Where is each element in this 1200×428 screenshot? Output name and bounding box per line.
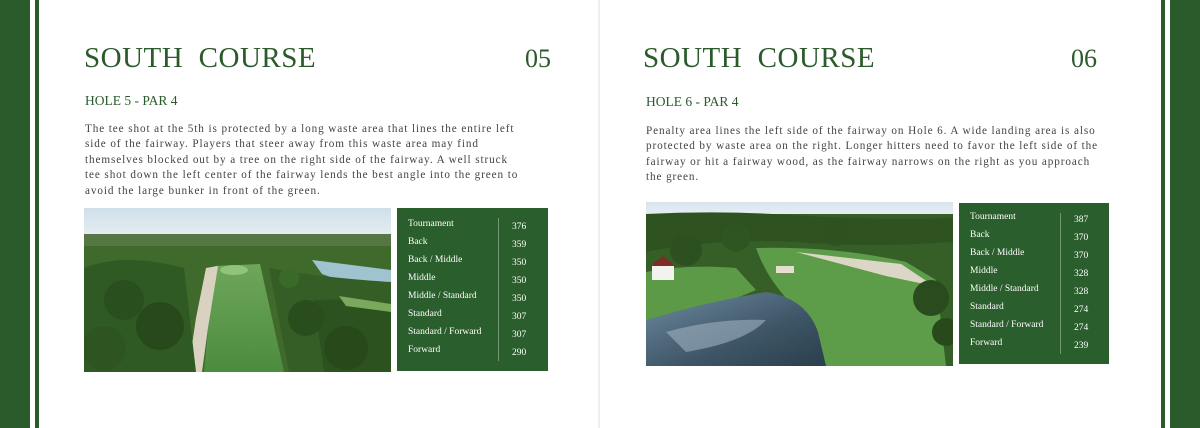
- tee-name: Forward: [408, 345, 441, 355]
- yardage-row: [959, 248, 1109, 266]
- yardage-row: [959, 230, 1109, 248]
- tee-name: Back: [408, 237, 428, 247]
- tee-yards: 274: [1074, 323, 1089, 333]
- tee-name: Standard / Forward: [970, 320, 1044, 330]
- tee-name: Middle / Standard: [408, 291, 477, 301]
- tee-yards: 359: [512, 240, 527, 250]
- tee-name: Back / Middle: [408, 255, 463, 265]
- hole-description: Penalty area lines the left side of the fairway on Hole 6. A wide landing area is also protected by waste area on the right. Longer hitters need to favor the left side of the fairway or hit a fairway wood, as the fairway narrows on the right as you approach the green.: [646, 125, 1099, 184]
- tee-yards: 387: [1074, 215, 1089, 225]
- tee-yards: 350: [512, 258, 527, 268]
- yardage-row: [959, 320, 1109, 338]
- tee-yards: 350: [512, 294, 527, 304]
- page-title: SOUTH COURSE: [84, 42, 317, 74]
- tee-name: Tournament: [408, 219, 454, 229]
- hole-description: The tee shot at the 5th is protected by a long waste area that lines the entire left side of the fairway. Players that steer away from this waste area may find themselves blocked out by a tree on the right side of the fairway. A well struck tee shot down the left center of the fairway lends the best angle into the green to avoid the large bunker in front of the green.: [85, 123, 519, 197]
- tee-name: Standard / Forward: [408, 327, 482, 337]
- hole-heading: HOLE 5 - PAR 4: [85, 93, 178, 108]
- page-title: SOUTH COURSE: [643, 42, 876, 74]
- tee-yards: 307: [512, 330, 527, 340]
- tee-name: Middle: [970, 266, 998, 276]
- yardage-table: [959, 203, 1109, 364]
- hole-heading: HOLE 6 - PAR 4: [646, 94, 739, 109]
- tee-yards: 370: [1074, 251, 1089, 261]
- tee-yards: 274: [1074, 305, 1089, 315]
- hole-6-aerial-photo: [646, 202, 953, 366]
- tee-name: Standard: [408, 309, 442, 319]
- tee-name: Middle / Standard: [970, 284, 1039, 294]
- tee-name: Middle: [408, 273, 436, 283]
- tee-name: Forward: [970, 338, 1003, 348]
- tee-name: Back: [970, 230, 990, 240]
- tee-name: Tournament: [970, 212, 1016, 222]
- yardage-row: [959, 212, 1109, 230]
- yardage-row: [959, 338, 1109, 356]
- tee-yards: 328: [1074, 269, 1089, 279]
- tee-yards: 370: [1074, 233, 1089, 243]
- tee-yards: 239: [1074, 341, 1089, 351]
- tee-name: Back / Middle: [970, 248, 1025, 258]
- tee-yards: 350: [512, 276, 527, 286]
- tee-yards: 328: [1074, 287, 1089, 297]
- yardage-row: [959, 284, 1109, 302]
- tee-yards: 376: [512, 222, 527, 232]
- tee-yards: 290: [512, 348, 527, 358]
- page-number: 06: [1071, 44, 1097, 73]
- tee-yards: 307: [512, 312, 527, 322]
- yardage-row: [959, 302, 1109, 320]
- page-number: 05: [525, 44, 551, 73]
- yardage-row: [959, 266, 1109, 284]
- tee-name: Standard: [970, 302, 1004, 312]
